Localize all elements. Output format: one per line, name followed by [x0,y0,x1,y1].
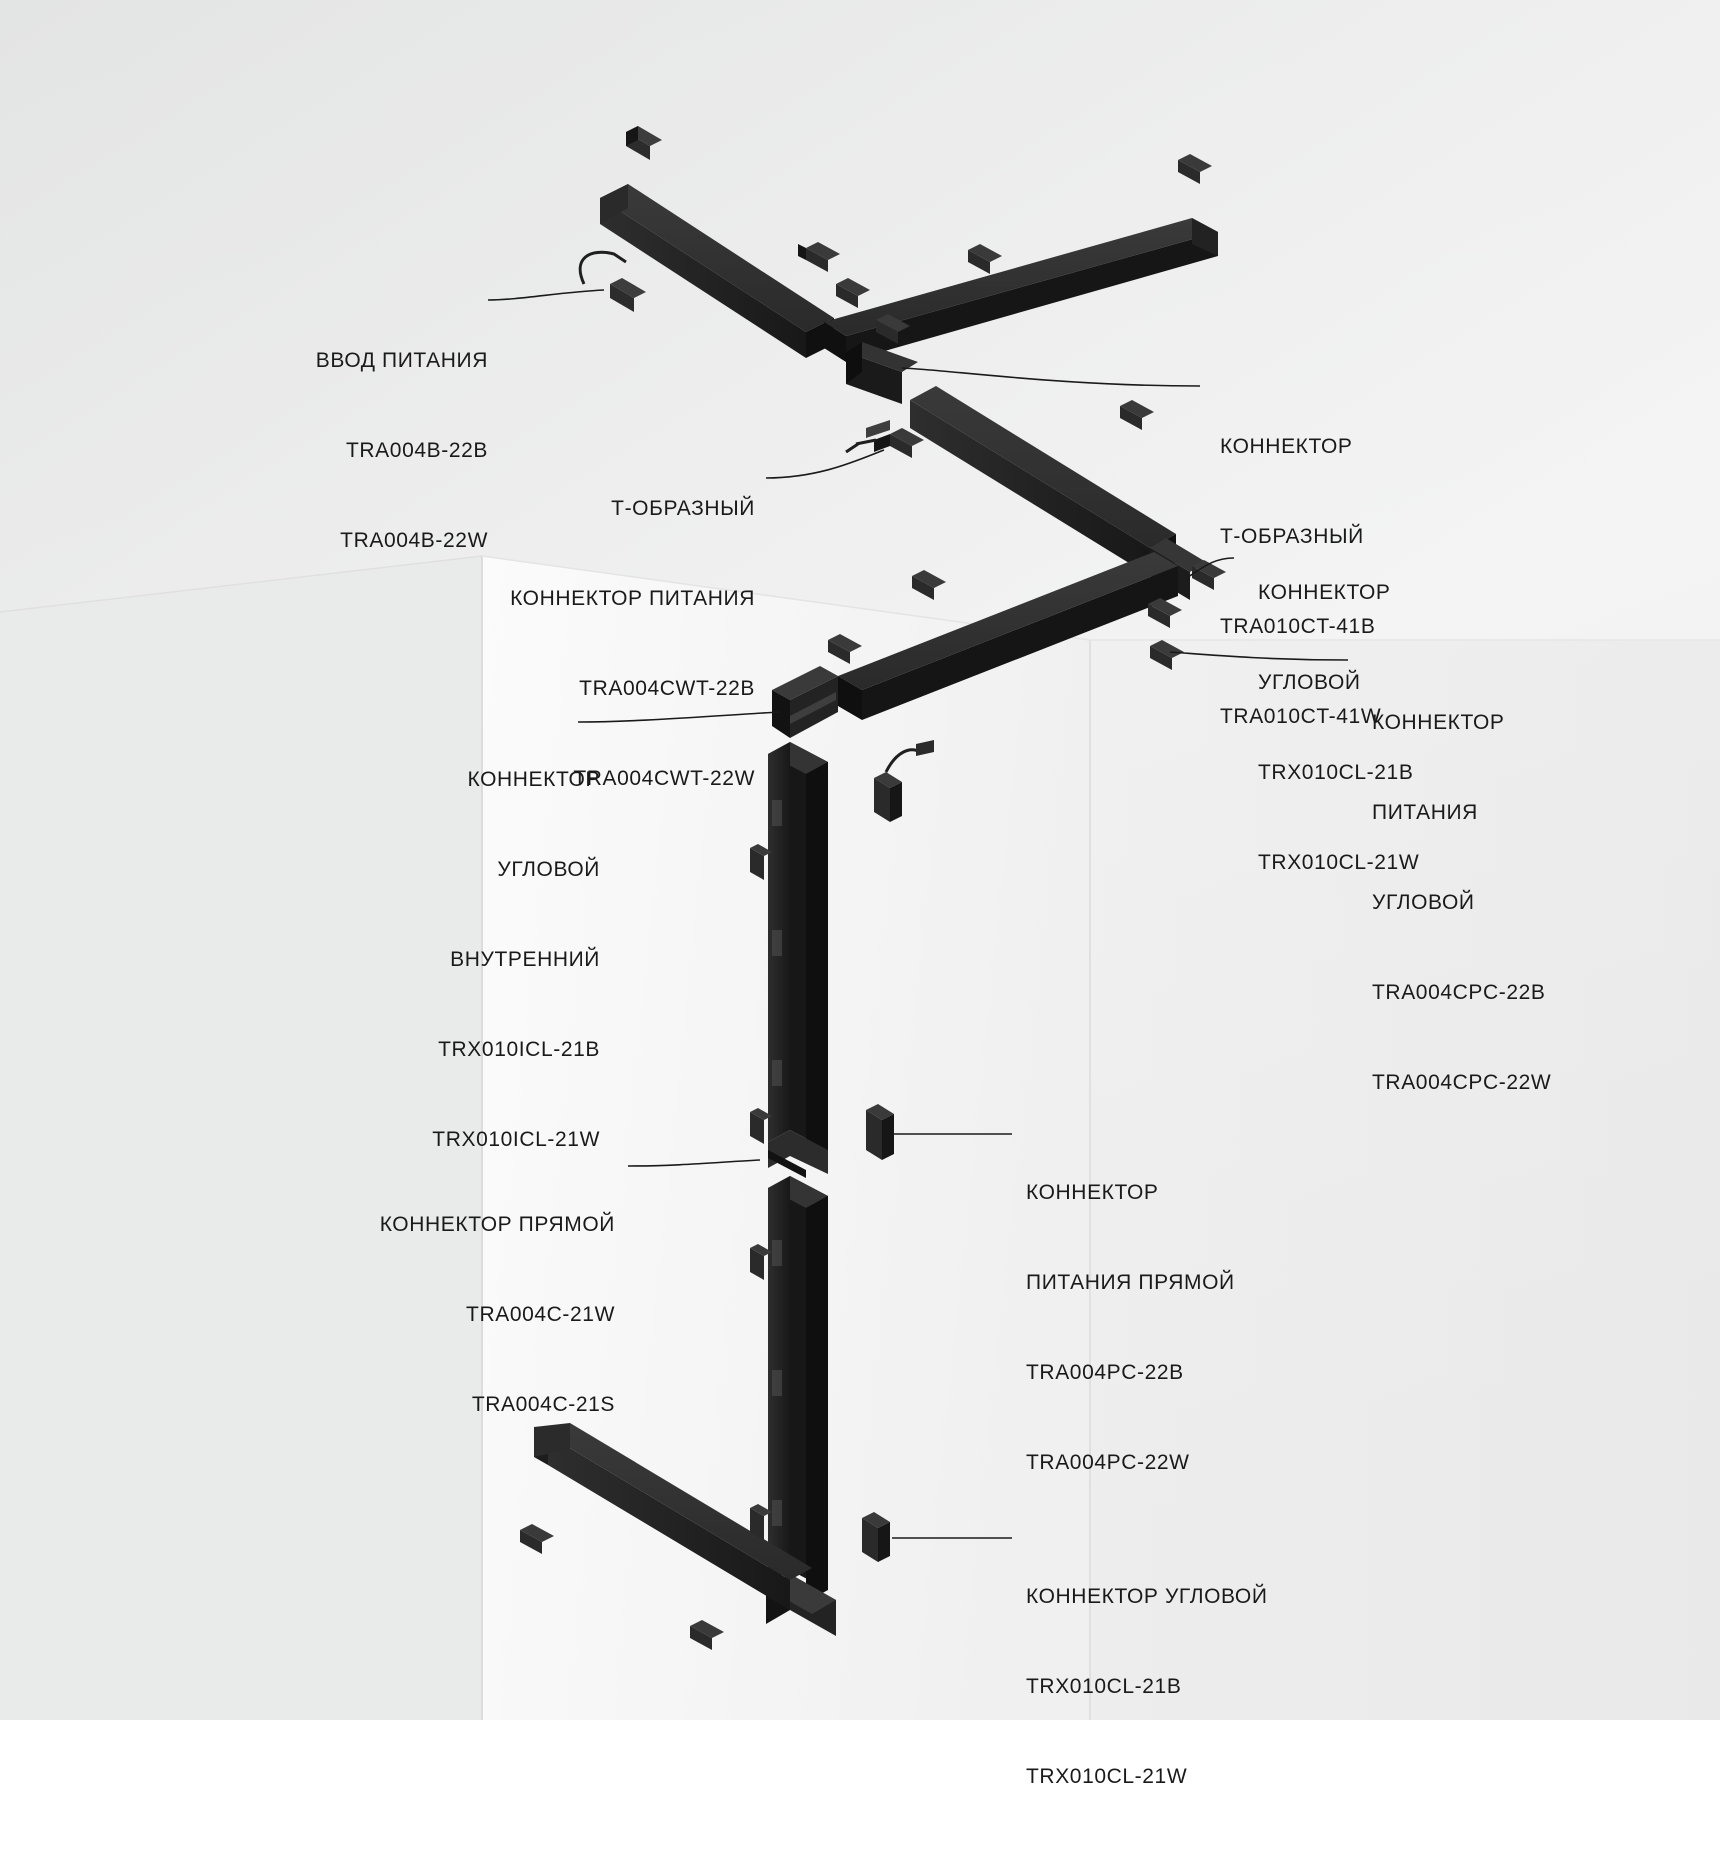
label-straight-connector-line-3: TRA004C-21S [471,1393,615,1416]
label-t-power-connector-line-3: TRA004CWT-22B [579,677,755,700]
track-segment-wall-upper [768,742,828,1162]
label-t-connector-line-2: Т-ОБРАЗНЫЙ [1220,525,1364,548]
label-corner-connector-top-line-1: КОННЕКТОР [1258,581,1391,604]
label-power-input [316,286,488,616]
label-inner-corner-line-2: УГЛОВОЙ [497,858,600,881]
label-t-connector-line-1: КОННЕКТОР [1220,435,1353,458]
label-t-connector-line-3: TRA010CT-41B [1220,615,1376,638]
label-straight-power-line-3: TRA004PC-22B [1026,1361,1184,1384]
label-straight-power-line-4: TRA004PC-22W [1026,1451,1190,1474]
label-corner-power-connector-line-1: КОННЕКТОР [1372,711,1505,734]
label-inner-corner-line-4: TRX010ICL-21B [438,1038,600,1061]
label-corner-connector-top-line-4: TRX010CL-21W [1258,851,1420,874]
label-straight-connector [380,1150,615,1480]
label-inner-corner-line-1: КОННЕКТОР [467,768,600,791]
label-power-input-line-3: TRA004B-22W [340,529,488,552]
label-corner-power-connector-line-4: TRA004CPC-22B [1372,981,1546,1004]
label-straight-power-line-2: ПИТАНИЯ ПРЯМОЙ [1026,1271,1235,1294]
label-straight-connector-line-1: КОННЕКТОР ПРЯМОЙ [379,1213,615,1236]
label-power-input-line-1: ВВОД ПИТАНИЯ [315,349,488,372]
label-straight-connector-line-2: TRA004C-21W [466,1303,615,1326]
label-t-connector-line-4: TRA010CT-41W [1220,705,1382,728]
label-power-input-line-2: TRA004B-22B [345,439,488,462]
label-corner-power-connector-line-2: ПИТАНИЯ [1372,801,1478,824]
part-corner-connector-bottom [862,1512,890,1562]
label-corner-bottom-line-3: TRX010CL-21W [1026,1765,1188,1788]
label-t-power-connector-line-1: Т-ОБРАЗНЫЙ [611,497,755,520]
label-corner-power-connector-line-5: TRA004CPC-22W [1372,1071,1552,1094]
label-corner-power-connector [1372,648,1551,1158]
label-straight-power-connector [1026,1118,1235,1538]
label-corner-connector-bottom [1026,1522,1268,1852]
label-straight-power-line-1: КОННЕКТОР [1026,1181,1159,1204]
label-corner-power-connector-line-3: УГЛОВОЙ [1372,891,1475,914]
label-inner-corner-connector [432,705,600,1215]
track-segment-wall-lower [768,1176,828,1602]
label-corner-bottom-line-1: КОННЕКТОР УГЛОВОЙ [1026,1585,1268,1608]
label-corner-bottom-line-2: TRX010CL-21B [1026,1675,1182,1698]
label-inner-corner-line-5: TRX010ICL-21W [432,1128,600,1151]
label-corner-connector-top-line-3: TRX010CL-21B [1258,761,1414,784]
part-straight-power-connector [866,1104,894,1160]
label-inner-corner-line-3: ВНУТРЕННИЙ [450,948,600,971]
label-corner-connector-top-line-2: УГЛОВОЙ [1258,671,1361,694]
label-t-power-connector-line-4: TRA004CWT-22W [573,767,755,790]
label-t-power-connector-line-2: КОННЕКТОР ПИТАНИЯ [510,587,755,610]
